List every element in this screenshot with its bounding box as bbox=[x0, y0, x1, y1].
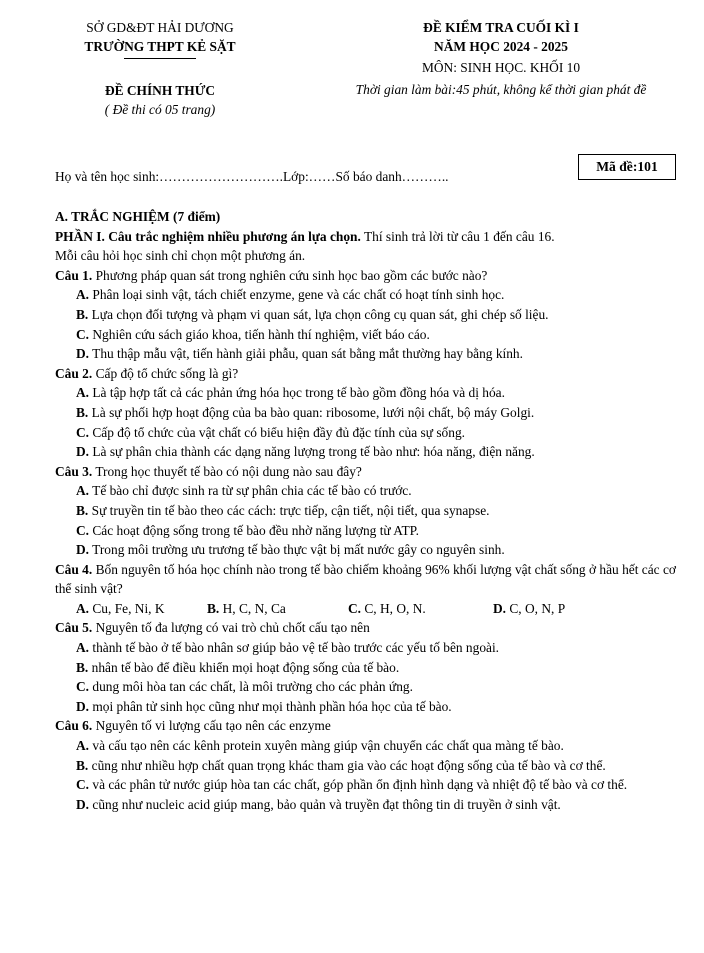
option-text: C, H, O, N. bbox=[361, 600, 426, 616]
option-text: Thu thập mẫu vật, tiến hành giải phẫu, quan sát bằng mắt thường hay bằng kính. bbox=[89, 346, 523, 362]
question-label: Câu 2. bbox=[55, 365, 93, 381]
option-label: B. bbox=[76, 659, 89, 675]
option-text: C, O, N, P bbox=[506, 600, 566, 616]
option-text: Nghiên cứu sách giáo khoa, tiến hành thí nghiệm, viết báo cáo. bbox=[89, 326, 430, 342]
option-text: và các phân tử nước giúp hòa tan các chất, góp phần ổn định hình dạng và nhiệt độ tế bào và cơ thể. bbox=[89, 777, 628, 793]
option-label: B. bbox=[76, 502, 89, 518]
option-text: Trong môi trường ưu trương tế bào thực vật bị mất nước gây co nguyên sinh. bbox=[89, 542, 505, 558]
subject-line: MÔN: SINH HỌC. KHỐI 10 bbox=[421, 60, 581, 75]
question-label: Câu 1. bbox=[55, 267, 93, 283]
option-text: Là tập hợp tất cả các phản ứng hóa học trong tế bào gồm đồng hóa và dị hóa. bbox=[89, 385, 505, 401]
option-2b[interactable] bbox=[55, 403, 676, 423]
option-1b[interactable] bbox=[55, 305, 676, 325]
student-info-line: Họ và tên học sinh:……………………….Lớp:……Số báo danh……….. bbox=[55, 169, 449, 184]
pages-note: ( Đề thi có 05 trang) bbox=[104, 102, 216, 117]
option-5a[interactable] bbox=[55, 638, 676, 658]
question-text: Nguyên tố đa lượng có vai trò chủ chốt cấu tạo nên bbox=[92, 620, 370, 636]
option-label: C. bbox=[76, 522, 90, 538]
option-3a[interactable] bbox=[55, 481, 676, 501]
section-a-title: A. TRẮC NGHIỆM (7 điểm) bbox=[55, 209, 221, 224]
option-label: D. bbox=[493, 600, 507, 616]
exam-code: Mã đề:101 bbox=[596, 159, 658, 175]
option-text: H, C, N, Ca bbox=[219, 600, 286, 616]
school-name: TRƯỜNG THPT KẺ SẶT bbox=[84, 39, 236, 54]
part1-instruction-1: Thí sinh trả lời từ câu 1 đến câu 16. bbox=[360, 228, 555, 244]
official-label: ĐỀ CHÍNH THỨC bbox=[104, 83, 216, 98]
question-3 bbox=[55, 462, 676, 482]
question-text: Phương pháp quan sát trong nghiên cứu sinh học bao gồm các bước nào? bbox=[92, 267, 488, 283]
option-3d[interactable] bbox=[55, 540, 676, 560]
option-6c[interactable] bbox=[55, 775, 676, 795]
exam-body bbox=[55, 207, 676, 814]
question-4 bbox=[55, 560, 676, 599]
question-4-options bbox=[55, 599, 676, 619]
option-4c[interactable] bbox=[348, 599, 493, 619]
option-label: B. bbox=[207, 600, 220, 616]
option-text: mọi phân tử sinh học cũng như mọi thành phần hóa học của tế bào. bbox=[89, 698, 452, 714]
question-label: Câu 3. bbox=[55, 463, 93, 479]
option-text: Là sự phối hợp hoạt động của ba bào quan: ribosome, lưới nội chất, bộ máy Golgi. bbox=[88, 404, 535, 420]
question-text: Trong học thuyết tế bào có nội dung nào sau đây? bbox=[92, 463, 362, 479]
option-label: D. bbox=[76, 796, 90, 812]
option-6d[interactable] bbox=[55, 795, 676, 815]
option-label: C. bbox=[76, 777, 90, 793]
option-text: thành tế bào ở tế bào nhân sơ giúp bảo vệ tế bào trước các yếu tố bên ngoài. bbox=[89, 640, 500, 656]
option-6b[interactable] bbox=[55, 756, 676, 776]
school-underline bbox=[124, 58, 196, 59]
part1-title: PHẦN I. Câu trắc nghiệm nhiều phương án lựa chọn. bbox=[55, 228, 361, 244]
time-note: Thời gian làm bài:45 phút, không kể thời gian phát đề bbox=[355, 82, 647, 97]
option-4b[interactable] bbox=[207, 599, 348, 619]
option-text: Phân loại sinh vật, tách chiết enzyme, gene và các chất có hoạt tính sinh học. bbox=[89, 287, 505, 303]
option-5c[interactable] bbox=[55, 677, 676, 697]
question-text: Bốn nguyên tố hóa học chính nào trong tế bào chiếm khoảng 96% khối lượng vật chất sống ở hầu hết các cơ thể sinh vật? bbox=[55, 561, 676, 597]
question-text: Nguyên tố vi lượng cấu tạo nên các enzyme bbox=[92, 718, 331, 734]
option-label: A. bbox=[76, 640, 90, 656]
exam-title: ĐỀ KIỂM TRA CUỐI KÌ I bbox=[423, 20, 579, 35]
option-label: D. bbox=[76, 346, 90, 362]
question-label: Câu 4. bbox=[55, 561, 93, 577]
option-label: C. bbox=[348, 600, 362, 616]
option-4d[interactable] bbox=[493, 599, 565, 619]
option-2d[interactable] bbox=[55, 442, 676, 462]
question-5 bbox=[55, 618, 676, 638]
option-5d[interactable] bbox=[55, 697, 676, 717]
part1-instruction-2: Mỗi câu hỏi học sinh chỉ chọn một phương án. bbox=[55, 248, 306, 264]
option-text: Sự truyền tin tế bào theo các cách: trực tiếp, cận tiết, nội tiết, qua synapse. bbox=[88, 502, 490, 518]
option-text: Cu, Fe, Ni, K bbox=[89, 600, 165, 616]
option-label: D. bbox=[76, 542, 90, 558]
option-label: A. bbox=[76, 738, 90, 754]
option-label: B. bbox=[76, 404, 89, 420]
option-text: cũng như nucleic acid giúp mang, bảo quản và truyền đạt thông tin di truyền ở sinh vật. bbox=[89, 796, 561, 812]
option-label: A. bbox=[76, 385, 90, 401]
question-label: Câu 5. bbox=[55, 620, 93, 636]
option-label: B. bbox=[76, 757, 89, 773]
option-label: D. bbox=[76, 444, 90, 460]
question-label: Câu 6. bbox=[55, 718, 93, 734]
option-label: C. bbox=[76, 424, 90, 440]
option-label: A. bbox=[76, 287, 90, 303]
option-text: Lựa chọn đối tượng và phạm vi quan sát, lựa chọn công cụ quan sát, ghi chép số liệu. bbox=[88, 306, 549, 322]
option-text: Là sự phân chia thành các dạng năng lượng trong tế bào như: hóa năng, điện năng. bbox=[89, 444, 535, 460]
option-text: nhân tế bào để điều khiển mọi hoạt động sống của tế bào. bbox=[88, 659, 400, 675]
option-1c[interactable] bbox=[55, 325, 676, 345]
option-text: và cấu tạo nên các kênh protein xuyên màng giúp vận chuyển các chất qua màng tế bào. bbox=[89, 738, 564, 754]
option-4a[interactable] bbox=[76, 599, 207, 619]
option-text: cũng như nhiều hợp chất quan trọng khác tham gia vào các hoạt động sống của tế bào và cơ thể. bbox=[88, 757, 606, 773]
option-label: D. bbox=[76, 698, 90, 714]
option-label: C. bbox=[76, 326, 90, 342]
option-2a[interactable] bbox=[55, 383, 676, 403]
question-2 bbox=[55, 364, 676, 384]
question-text: Cấp độ tổ chức sống là gì? bbox=[92, 365, 239, 381]
option-text: Cấp độ tổ chức của vật chất có biểu hiện đầy đủ đặc tính của sự sống. bbox=[89, 424, 465, 440]
option-label: A. bbox=[76, 483, 90, 499]
option-5b[interactable] bbox=[55, 658, 676, 678]
option-6a[interactable] bbox=[55, 736, 676, 756]
option-3b[interactable] bbox=[55, 501, 676, 521]
exam-code-box bbox=[578, 154, 676, 180]
question-6 bbox=[55, 716, 676, 736]
department-name: SỞ GD&ĐT HẢI DƯƠNG bbox=[86, 20, 234, 35]
option-label: C. bbox=[76, 679, 90, 695]
school-year: NĂM HỌC 2024 - 2025 bbox=[434, 39, 568, 54]
option-text: Tế bào chỉ được sinh ra từ sự phân chia các tế bào có trước. bbox=[89, 483, 412, 499]
question-1 bbox=[55, 266, 676, 286]
option-2c[interactable] bbox=[55, 423, 676, 443]
option-1a[interactable] bbox=[55, 285, 676, 305]
option-3c[interactable] bbox=[55, 521, 676, 541]
option-label: A. bbox=[76, 600, 90, 616]
option-1d[interactable] bbox=[55, 344, 676, 364]
option-label: B. bbox=[76, 306, 89, 322]
option-text: dung môi hòa tan các chất, là môi trường cho các phản ứng. bbox=[89, 679, 413, 695]
option-text: Các hoạt động sống trong tế bào đều nhờ năng lượng từ ATP. bbox=[89, 522, 419, 538]
part1-instruction bbox=[55, 227, 676, 247]
